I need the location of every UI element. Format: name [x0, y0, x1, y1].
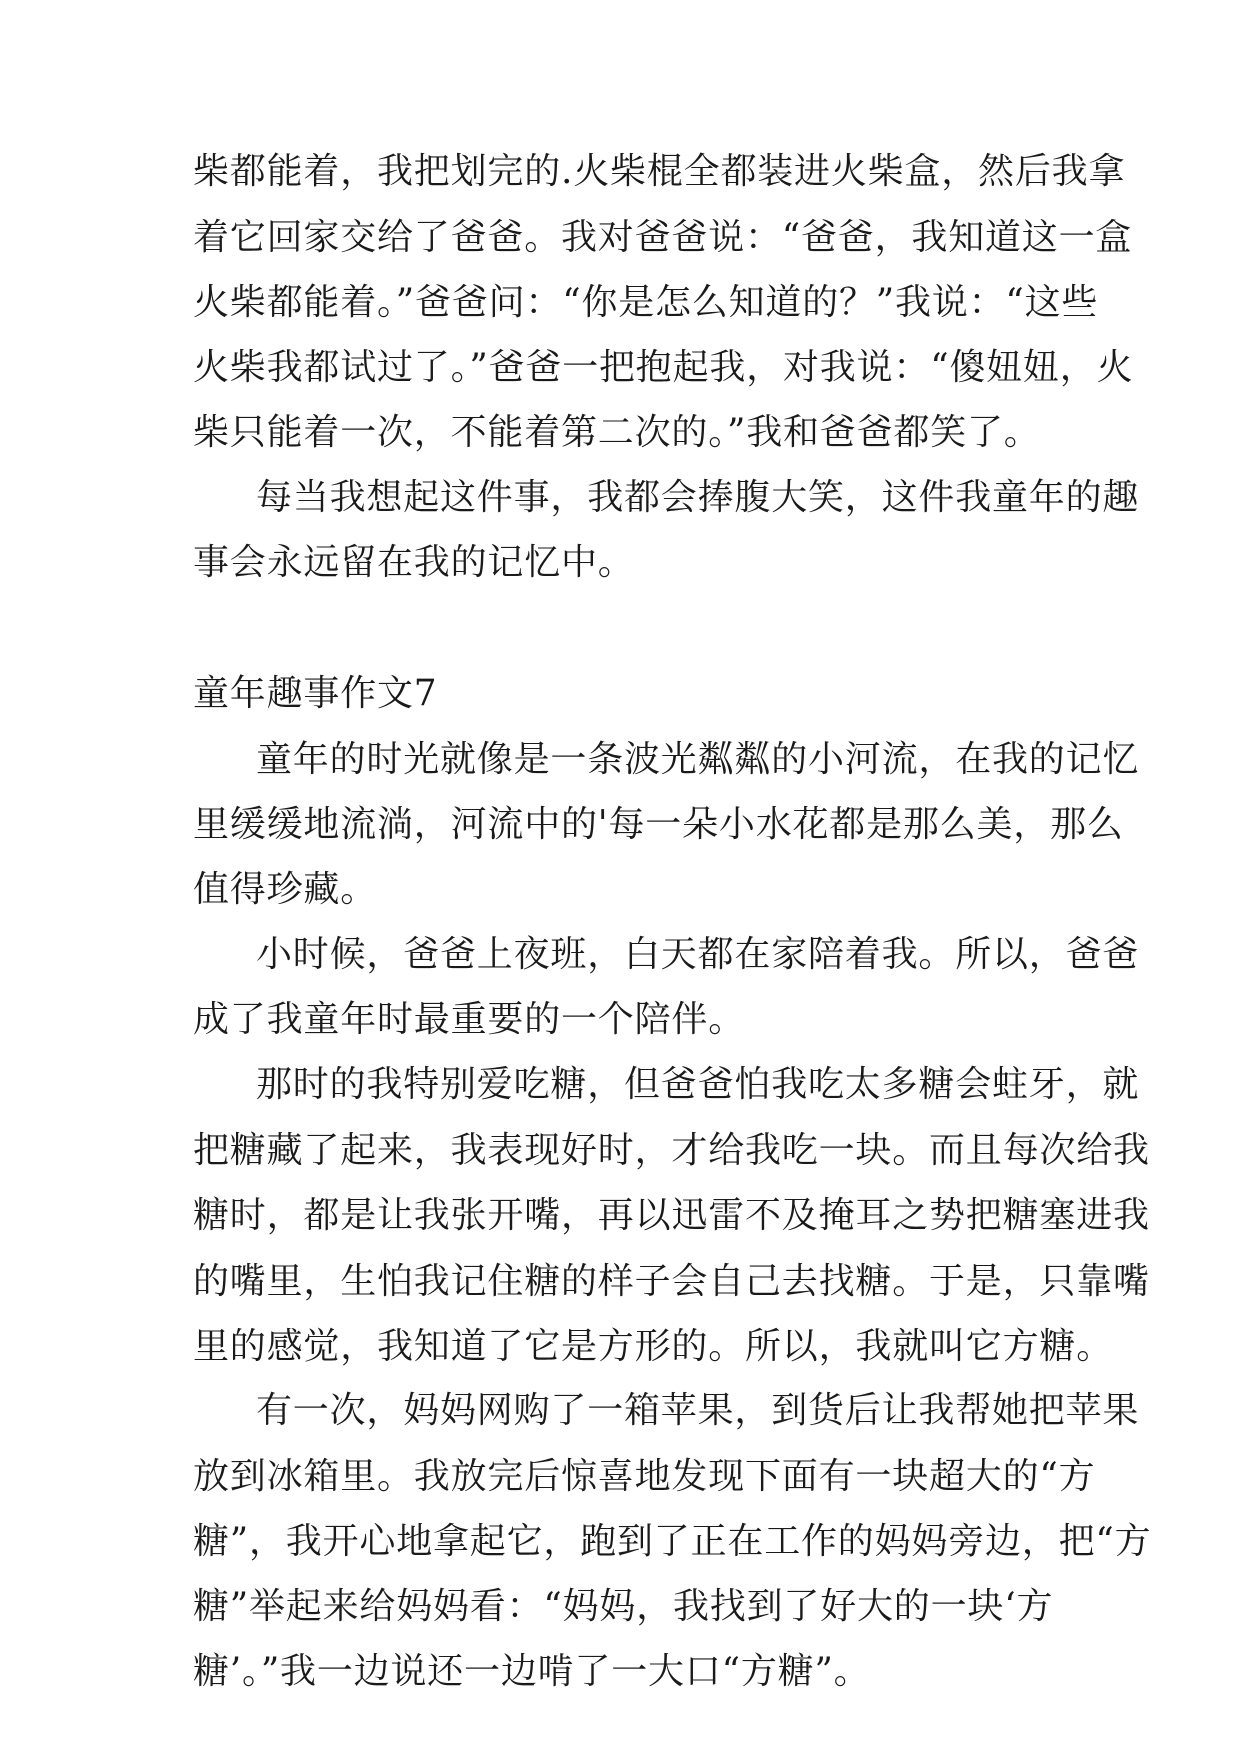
paragraph-line: 里的感觉，我知道了它是方形的。所以，我就叫它方糖。 — [193, 1325, 1114, 1367]
paragraph-line: 那时的我特别爱吃糖，但爸爸怕我吃太多糖会蛀牙，就 — [256, 1064, 1140, 1106]
paragraph-line: 柴都能着，我把划完的.火柴棍全都装进火柴盒，然后我拿 — [193, 151, 1126, 192]
paragraph-line: 把糖藏了起来，我表现好时，才给我吃一块。而且每次给我 — [193, 1129, 1150, 1171]
paragraph-line: 糖’。”我一边说还一边啃了一大口“方糖”。 — [193, 1651, 871, 1692]
paragraph-line: 成了我童年时最重要的一个陪伴。 — [193, 999, 746, 1041]
paragraph-line: 火柴我都试过了。”爸爸一把抱起我，对我说：“傻妞妞，火 — [193, 346, 1134, 388]
paragraph-line: 的嘴里，生怕我记住糖的样子会自己去找糖。于是，只靠嘴 — [193, 1260, 1150, 1302]
paragraph-line: 童年的时光就像是一条波光粼粼的小河流，在我的记忆 — [256, 738, 1140, 780]
paragraph-line: 柴只能着一次，不能着第二次的。”我和爸爸都笑了。 — [193, 412, 1041, 454]
paragraph-line: 里缓缓地流淌，河流中的'每一朵小水花都是那么美，那么 — [193, 803, 1124, 845]
paragraph-line: 小时候，爸爸上夜班，白天都在家陪着我。所以，爸爸 — [256, 934, 1140, 976]
paragraph-line: 糖”举起来给妈妈看：“妈妈，我找到了好大的一块‘方 — [193, 1586, 1054, 1628]
paragraph-line: 糖时，都是让我张开嘴，再以迅雷不及掩耳之势把糖塞进我 — [193, 1194, 1150, 1236]
paragraph-line: 火柴都能着。”爸爸问：“你是怎么知道的？”我说：“这些 — [193, 281, 1099, 323]
paragraph-line: 值得珍藏。 — [193, 868, 378, 910]
paragraph-line: 着它回家交给了爸爸。我对爸爸说：“爸爸，我知道这一盒 — [193, 216, 1133, 258]
paragraph-line: 糖”，我开心地拿起它，跑到了正在工作的妈妈旁边，把“方 — [193, 1521, 1152, 1563]
paragraph-line: 每当我想起这件事，我都会捧腹大笑，这件我童年的趣 — [256, 477, 1140, 519]
paragraph-line: 放到冰箱里。我放完后惊喜地发现下面有一块超大的“方 — [193, 1456, 1096, 1498]
paragraph-line: 有一次，妈妈网购了一箱苹果，到货后让我帮她把苹果 — [256, 1390, 1140, 1432]
paragraph-line: 事会永远留在我的记忆中。 — [193, 542, 635, 584]
section-heading: 童年趣事作文7 — [193, 672, 438, 714]
